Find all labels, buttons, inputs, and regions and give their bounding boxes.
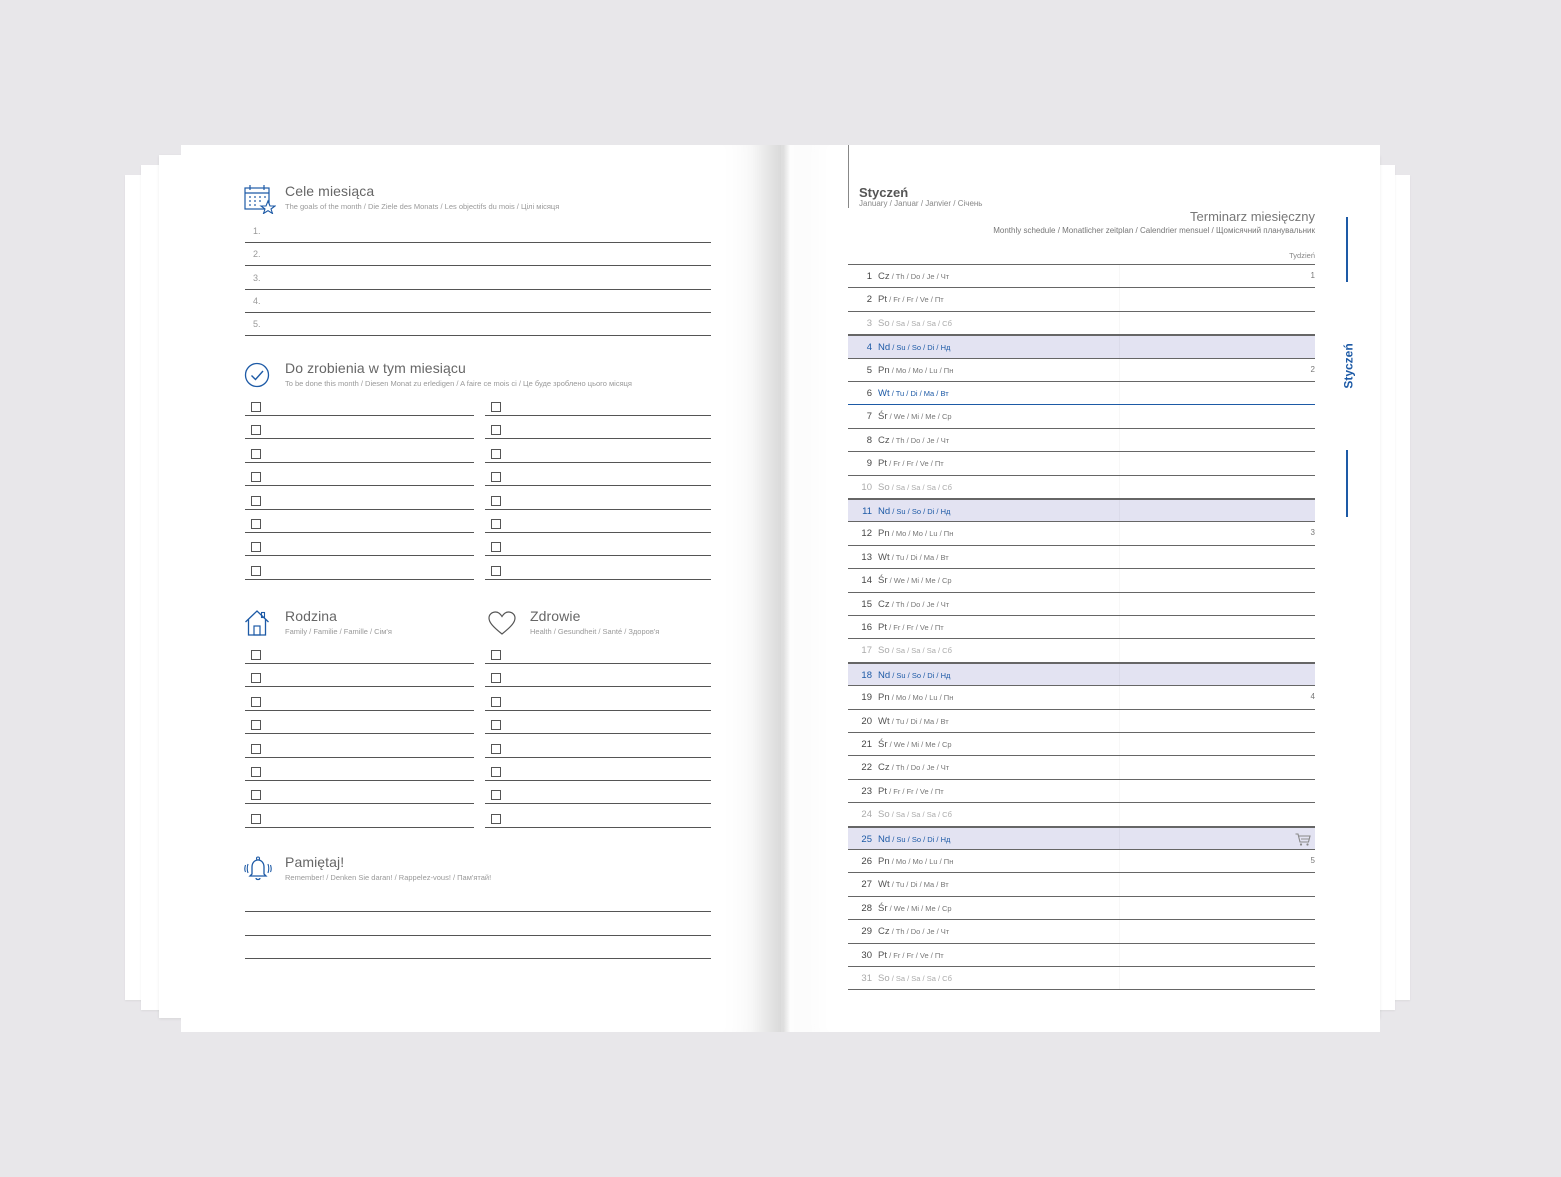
checklist-line[interactable]: [245, 579, 474, 580]
day-row[interactable]: [848, 359, 1315, 382]
day-row[interactable]: [848, 429, 1315, 452]
row-divider: [1119, 359, 1120, 381]
checklist-line[interactable]: [485, 803, 711, 804]
checklist-line[interactable]: [485, 579, 711, 580]
row-divider: [1119, 265, 1120, 287]
weekday-label: [878, 411, 952, 422]
weekday-label: [878, 435, 949, 446]
note-line[interactable]: [245, 911, 711, 912]
checklist-line[interactable]: [485, 555, 711, 556]
weekday-abbr: Pt: [878, 458, 887, 470]
weekday-label: [878, 903, 952, 914]
checklist-line[interactable]: [485, 415, 711, 416]
remember-subtitle: Remember! / Denken Sie daran! / Rappelez-vous! / Пам'ятай!: [285, 873, 492, 882]
day-row[interactable]: [848, 920, 1315, 943]
day-number: 15: [861, 598, 872, 610]
weekday-abbr: Śr: [878, 411, 888, 423]
weekday-translations: / Sa / Sa / Sa / Сб: [889, 482, 952, 492]
goal-line[interactable]: [245, 265, 711, 266]
weekday-abbr: Pt: [878, 294, 887, 306]
day-number: 18: [861, 669, 872, 681]
weekday-label: [878, 552, 949, 563]
checklist-line[interactable]: [485, 757, 711, 758]
family-subtitle: Family / Familie / Famille / Сім'я: [285, 627, 392, 636]
weekday-translations: / Th / Do / Je / Чт: [889, 435, 950, 445]
week-number: 3: [1310, 528, 1315, 538]
weekday-label: [878, 342, 950, 353]
weekday-translations: / Fr / Fr / Ve / Пт: [886, 786, 944, 796]
weekday-abbr: Wt: [878, 551, 890, 563]
day-row[interactable]: [848, 476, 1315, 499]
checkbox[interactable]: [491, 449, 501, 459]
checklist-line[interactable]: [245, 532, 474, 533]
row-divider: [1119, 288, 1120, 310]
month-tab-line-top: [1346, 217, 1348, 282]
weekday-abbr: Śr: [878, 739, 888, 750]
row-divider: [1119, 593, 1120, 615]
checklist-line[interactable]: [245, 438, 474, 439]
weekday-translations: / Sa / Sa / Sa / Сб: [889, 318, 952, 328]
weekday-translations: / We / Mi / Me / Ср: [887, 903, 952, 913]
week-number: 2: [1310, 364, 1315, 374]
checkbox[interactable]: [491, 720, 501, 730]
day-row[interactable]: [848, 850, 1315, 873]
weekday-label: [878, 786, 944, 797]
weekday-abbr: So: [878, 973, 890, 984]
day-row[interactable]: [848, 639, 1315, 662]
checkbox[interactable]: [491, 496, 501, 506]
checkbox[interactable]: [251, 402, 261, 412]
week-number: 1: [1310, 271, 1315, 280]
checklist-line[interactable]: [245, 485, 474, 486]
todo-title: Do zrobienia w tym miesiącu: [285, 360, 466, 376]
checklist-line[interactable]: [485, 485, 711, 486]
family-title: Rodzina: [285, 608, 338, 624]
checkbox[interactable]: [491, 744, 501, 754]
checklist-line[interactable]: [485, 686, 711, 687]
goal-number: 1.: [253, 226, 261, 236]
day-number: 6: [866, 388, 872, 399]
day-row[interactable]: [848, 405, 1315, 428]
book-spine: [752, 145, 822, 1032]
weekday-abbr: Cz: [878, 598, 890, 610]
month-tab-label: Styczeń: [1341, 343, 1356, 389]
goal-line[interactable]: [245, 312, 711, 313]
bell-icon: [244, 855, 272, 883]
day-row[interactable]: [848, 265, 1315, 288]
checklist-line[interactable]: [245, 803, 474, 804]
row-divider: [1119, 569, 1120, 591]
checklist-line[interactable]: [245, 710, 474, 711]
checkbox[interactable]: [251, 566, 261, 576]
checkbox[interactable]: [251, 767, 261, 777]
day-row[interactable]: [848, 312, 1315, 335]
row-divider: [1119, 756, 1120, 778]
weekday-label: [878, 973, 952, 984]
weekday-label: [878, 950, 944, 961]
weekday-translations: / Mo / Mo / Lu / Пн: [889, 365, 954, 375]
day-number: 21: [861, 739, 872, 750]
weekday-translations: / Tu / Di / Ma / Вт: [889, 716, 949, 726]
row-divider: [1119, 336, 1120, 357]
checklist-line[interactable]: [245, 827, 474, 828]
remember-title: Pamiętaj!: [285, 854, 345, 870]
weekday-translations: / Sa / Sa / Sa / Сб: [889, 646, 952, 656]
day-number: 22: [861, 762, 872, 774]
note-line[interactable]: [245, 935, 711, 936]
day-row[interactable]: [848, 733, 1315, 756]
day-row[interactable]: [848, 967, 1315, 990]
goals-subtitle: The goals of the month / Die Ziele des Monats / Les objectifs du mois / Цілі місяця: [285, 202, 560, 211]
goal-line[interactable]: [245, 289, 711, 290]
row-divider: [1119, 850, 1120, 872]
checkbox[interactable]: [491, 566, 501, 576]
weekday-translations: / Th / Do / Je / Чт: [889, 599, 950, 609]
weekday-label: [878, 692, 953, 703]
checkbox[interactable]: [251, 720, 261, 730]
checklist-line[interactable]: [245, 509, 474, 510]
day-row[interactable]: [848, 944, 1315, 967]
weekday-translations: / Th / Do / Je / Чт: [889, 272, 950, 281]
weekday-abbr: Pn: [878, 692, 890, 704]
row-divider: [1119, 967, 1120, 989]
checklist-line[interactable]: [485, 438, 711, 439]
row-divider: [1119, 522, 1120, 544]
row-divider: [1119, 476, 1120, 498]
weekday-abbr: Wt: [878, 388, 890, 399]
day-number: 2: [866, 294, 872, 306]
checkbox[interactable]: [251, 519, 261, 529]
checkbox[interactable]: [251, 814, 261, 824]
checklist-line[interactable]: [245, 663, 474, 664]
weekday-label: [878, 762, 949, 773]
weekday-abbr: Wt: [878, 879, 890, 891]
checkbox[interactable]: [491, 697, 501, 707]
health-subtitle: Health / Gesundheit / Santé / Здоров'я: [530, 627, 660, 636]
day-row[interactable]: [848, 827, 1315, 850]
weekday-translations: / Su / So / Di / Нд: [890, 670, 951, 680]
row-divider: [1119, 920, 1120, 942]
weekday-label: [878, 879, 949, 890]
note-line[interactable]: [245, 958, 711, 959]
checkbox[interactable]: [491, 790, 501, 800]
day-number: 5: [866, 364, 872, 376]
weekday-label: [878, 834, 950, 845]
weekday-label: [878, 271, 949, 282]
checkbox[interactable]: [251, 449, 261, 459]
weekday-translations: / We / Mi / Me / Ср: [887, 576, 952, 586]
checklist-line[interactable]: [245, 462, 474, 463]
checkbox[interactable]: [251, 697, 261, 707]
weekday-abbr: So: [878, 481, 890, 493]
health-title: Zdrowie: [530, 608, 581, 624]
weekday-translations: / Su / So / Di / Нд: [890, 834, 951, 844]
weekday-abbr: Pn: [878, 528, 890, 540]
goal-line[interactable]: [245, 242, 711, 243]
day-number: 23: [861, 785, 872, 797]
row-divider: [1119, 500, 1120, 521]
day-row[interactable]: [848, 593, 1315, 616]
checklist-line[interactable]: [485, 780, 711, 781]
checkbox[interactable]: [251, 744, 261, 754]
row-divider: [1119, 897, 1120, 919]
weekday-translations: / Sa / Sa / Sa / Сб: [889, 974, 952, 983]
weekday-abbr: Nd: [878, 342, 891, 354]
checklist-line[interactable]: [245, 686, 474, 687]
goal-line[interactable]: [245, 335, 711, 336]
weekday-abbr: Cz: [878, 762, 890, 774]
weekday-abbr: So: [878, 809, 890, 821]
day-row[interactable]: [848, 288, 1315, 311]
checklist-line[interactable]: [245, 555, 474, 556]
week-number: 4: [1310, 692, 1315, 702]
weekday-abbr: Śr: [878, 902, 888, 914]
row-divider: [1119, 382, 1120, 404]
day-row[interactable]: [848, 335, 1315, 358]
weekday-label: [878, 528, 953, 539]
weekday-label: [878, 318, 952, 329]
checklist-line[interactable]: [485, 827, 711, 828]
weekday-label: [878, 716, 949, 727]
weekday-abbr: Nd: [878, 669, 891, 681]
weekday-label: [878, 482, 952, 493]
day-row[interactable]: [848, 663, 1315, 686]
day-row[interactable]: [848, 780, 1315, 803]
checkbox[interactable]: [491, 767, 501, 777]
weekday-translations: / Mo / Mo / Lu / Пн: [889, 857, 954, 866]
checklist-line[interactable]: [245, 757, 474, 758]
weekday-label: [878, 739, 952, 750]
weekday-abbr: Pt: [878, 622, 887, 633]
row-divider: [1119, 873, 1120, 895]
day-number: 12: [861, 528, 872, 540]
checkbox[interactable]: [251, 790, 261, 800]
day-number: 28: [861, 902, 872, 914]
row-divider: [1119, 686, 1120, 708]
day-number: 8: [866, 434, 872, 446]
house-icon: [244, 609, 270, 637]
row-divider: [1119, 664, 1120, 685]
weekday-abbr: Nd: [878, 833, 891, 845]
weekday-label: [878, 809, 952, 820]
day-row[interactable]: [848, 616, 1315, 639]
weekday-label: [878, 645, 952, 656]
day-number: 3: [866, 317, 872, 329]
schedule-subtitle: Monthly schedule / Monatlicher zeitplan / Calendrier mensuel / Щомісячний планувальник: [993, 226, 1315, 235]
day-number: 24: [861, 809, 872, 821]
row-divider: [1119, 429, 1120, 451]
todo-subtitle: To be done this month / Diesen Monat zu erledigen / A faire ce mois ci / Це буде зроблено цього місяця: [285, 379, 632, 388]
day-row[interactable]: [848, 756, 1315, 779]
check-circle-icon: [244, 362, 270, 388]
week-number: 5: [1310, 856, 1315, 865]
row-divider: [1119, 616, 1120, 638]
weekday-label: [878, 365, 953, 376]
day-number: 29: [861, 926, 872, 938]
row-divider: [1119, 780, 1120, 802]
weekday-abbr: Cz: [878, 434, 890, 446]
weekday-translations: / Th / Do / Je / Чт: [889, 763, 950, 773]
weekday-label: [878, 294, 944, 305]
weekday-label: [878, 670, 950, 681]
weekday-label: [878, 388, 949, 399]
weekday-translations: / Fr / Fr / Ve / Пт: [886, 295, 944, 305]
day-row[interactable]: [848, 686, 1315, 709]
checkbox[interactable]: [491, 650, 501, 660]
calendar-star-icon: [244, 184, 276, 214]
weekday-label: [878, 458, 944, 469]
checklist-line[interactable]: [485, 509, 711, 510]
weekday-abbr: Nd: [878, 506, 891, 517]
checklist-line[interactable]: [485, 532, 711, 533]
checklist-line[interactable]: [245, 780, 474, 781]
row-divider: [1119, 944, 1120, 966]
checkbox[interactable]: [491, 814, 501, 824]
shopping-cart-icon: [1295, 833, 1311, 851]
row-divider: [1119, 452, 1120, 474]
weekday-label: [878, 926, 949, 937]
weekday-abbr: Wt: [878, 715, 890, 727]
weekday-translations: / Th / Do / Je / Чт: [889, 927, 950, 937]
day-number: 9: [866, 458, 872, 470]
day-number: 31: [861, 973, 872, 984]
row-divider: [1119, 312, 1120, 334]
row-divider: [1119, 639, 1120, 661]
day-number: 7: [866, 411, 872, 423]
day-number: 27: [861, 879, 872, 891]
checkbox[interactable]: [491, 542, 501, 552]
weekday-translations: / Tu / Di / Ma / Вт: [889, 880, 949, 890]
weekday-translations: / Mo / Mo / Lu / Пн: [889, 529, 954, 539]
day-row[interactable]: [848, 897, 1315, 920]
day-number: 14: [861, 575, 872, 587]
day-number: 1: [866, 271, 872, 282]
day-row[interactable]: [848, 452, 1315, 475]
left-page: [181, 145, 781, 1032]
weekday-translations: / Fr / Fr / Ve / Пт: [886, 623, 944, 632]
goal-number: 5.: [253, 319, 261, 329]
day-number: 16: [861, 622, 872, 633]
checklist-line[interactable]: [485, 733, 711, 734]
schedule-title: Terminarz miesięczny: [1190, 209, 1315, 224]
checkbox[interactable]: [251, 425, 261, 435]
month-tab[interactable]: [1340, 342, 1358, 392]
day-number: 19: [861, 692, 872, 704]
row-divider: [1119, 710, 1120, 732]
row-divider: [1119, 546, 1120, 568]
day-number: 17: [861, 645, 872, 657]
month-subtitle: January / Januar / Janvier / Січень: [859, 199, 983, 208]
day-number: 20: [861, 715, 872, 727]
week-column-header: Tydzień: [1289, 251, 1315, 260]
weekday-abbr: Śr: [878, 575, 888, 587]
goals-title: Cele miesiąca: [285, 183, 375, 199]
day-row[interactable]: [848, 382, 1315, 405]
weekday-abbr: Pt: [878, 785, 887, 797]
row-divider: [1119, 803, 1120, 825]
checkbox[interactable]: [251, 673, 261, 683]
weekday-translations: / Su / So / Di / Нд: [890, 343, 951, 353]
checkbox[interactable]: [491, 402, 501, 412]
weekday-translations: / Fr / Fr / Ve / Пт: [886, 459, 944, 469]
day-number: 4: [866, 342, 872, 354]
checkbox[interactable]: [491, 425, 501, 435]
goal-number: 2.: [253, 249, 261, 259]
weekday-abbr: Pt: [878, 949, 887, 961]
month-title: Styczeń: [859, 185, 909, 200]
weekday-translations: / Su / So / Di / Нд: [890, 507, 951, 516]
checkbox[interactable]: [251, 650, 261, 660]
day-number: 11: [862, 506, 872, 517]
weekday-abbr: So: [878, 645, 890, 657]
day-row[interactable]: [848, 522, 1315, 545]
weekday-translations: / Mo / Mo / Lu / Пн: [889, 693, 954, 703]
day-row[interactable]: [848, 710, 1315, 733]
day-number: 26: [861, 856, 872, 867]
checkbox[interactable]: [491, 472, 501, 482]
weekday-label: [878, 599, 949, 610]
day-number: 30: [861, 949, 872, 961]
checkbox[interactable]: [251, 542, 261, 552]
checkbox[interactable]: [491, 519, 501, 529]
weekday-abbr: Pn: [878, 364, 890, 376]
weekday-label: [878, 575, 952, 586]
day-row[interactable]: [848, 803, 1315, 826]
goal-number: 3.: [253, 273, 261, 283]
weekday-abbr: Cz: [878, 926, 890, 938]
day-row[interactable]: [848, 546, 1315, 569]
weekday-label: [878, 622, 944, 633]
checklist-line[interactable]: [485, 710, 711, 711]
checkbox[interactable]: [251, 496, 261, 506]
checklist-line[interactable]: [245, 415, 474, 416]
checkbox[interactable]: [251, 472, 261, 482]
weekday-translations: / Tu / Di / Ma / Вт: [889, 389, 949, 398]
day-row[interactable]: [848, 499, 1315, 522]
day-number: 10: [861, 481, 872, 493]
weekday-label: [878, 506, 950, 517]
month-marker-line: [848, 145, 849, 208]
checklist-line[interactable]: [485, 462, 711, 463]
weekday-abbr: So: [878, 317, 890, 329]
heart-icon: [488, 611, 516, 636]
weekday-label: [878, 856, 953, 867]
weekday-translations: / Sa / Sa / Sa / Сб: [889, 810, 952, 820]
day-number: 25: [861, 833, 872, 845]
checklist-line[interactable]: [485, 663, 711, 664]
row-divider: [1119, 405, 1120, 427]
weekday-abbr: Cz: [878, 271, 890, 282]
row-divider: [1119, 733, 1120, 755]
day-row[interactable]: [848, 569, 1315, 592]
month-tab-line-bottom: [1346, 450, 1348, 517]
weekday-translations: / Fr / Fr / Ve / Пт: [886, 950, 944, 960]
checklist-line[interactable]: [245, 733, 474, 734]
day-number: 13: [861, 551, 872, 563]
weekday-translations: / We / Mi / Me / Ср: [887, 740, 952, 749]
day-row[interactable]: [848, 873, 1315, 896]
goal-number: 4.: [253, 296, 261, 306]
row-divider: [1119, 828, 1120, 849]
checkbox[interactable]: [491, 673, 501, 683]
weekday-translations: / Tu / Di / Ma / Вт: [889, 552, 949, 562]
weekday-translations: / We / Mi / Me / Ср: [887, 412, 952, 422]
weekday-abbr: Pn: [878, 856, 890, 867]
